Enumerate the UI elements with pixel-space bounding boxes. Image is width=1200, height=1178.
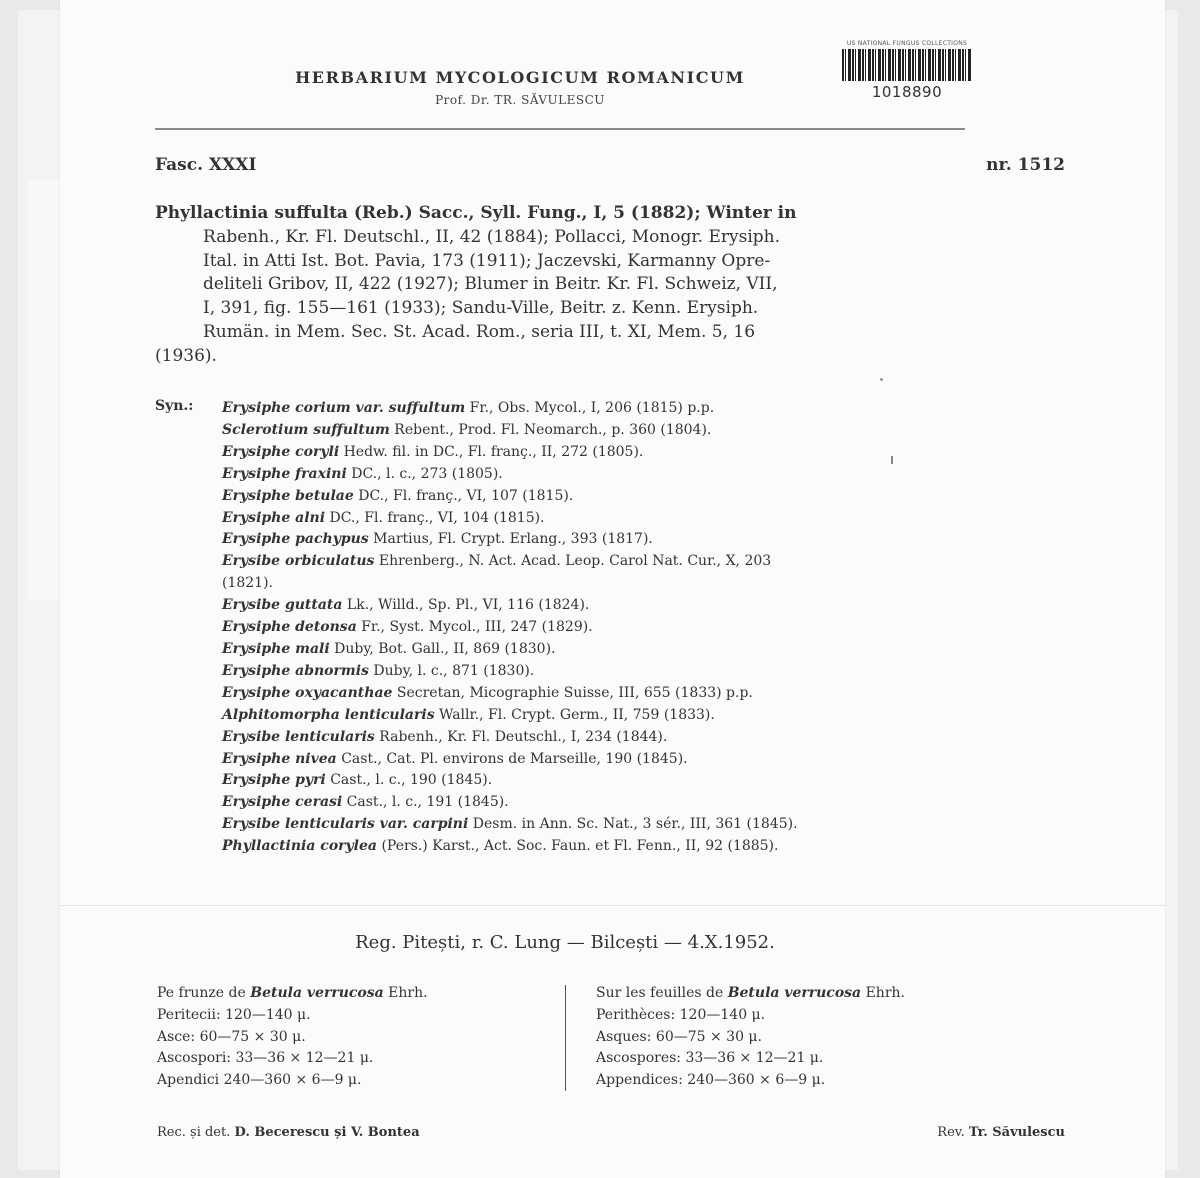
synonym-reference: Fr., Obs. Mycol., I, 206 (1815) p.p. xyxy=(469,400,715,416)
synonym-item xyxy=(222,792,992,814)
synonym-name: Erysibe lenticularis xyxy=(222,728,375,745)
header-subtitle: Prof. Dr. TR. SĂVULESCU xyxy=(435,93,605,107)
synonym-reference: Cast., l. c., 190 (1845). xyxy=(330,772,493,789)
synonym-item xyxy=(222,508,992,530)
synonym-item xyxy=(222,770,992,792)
synonym-item xyxy=(222,442,992,464)
host-line xyxy=(157,983,547,1005)
main-citation-line: Ital. in Atti Ist. Bot. Pavia, 173 (1911); Jaczevski, Karmanny Opre- xyxy=(203,250,771,271)
synonym-item xyxy=(222,661,992,683)
synonym-name: Phyllactinia corylea xyxy=(222,838,377,855)
synonym-name: Erysiphe pachypus xyxy=(222,531,369,548)
fascicle: Fasc. XXXI xyxy=(155,155,257,175)
synonym-name: Alphitomorpha lenticularis xyxy=(222,706,435,723)
synonym-reference: Ehrenberg., N. Act. Acad. Leop. Carol Nat. Cur., X, 203 xyxy=(378,553,772,570)
barcode-label xyxy=(812,40,1002,108)
synonym-name: Erysiphe coryli xyxy=(222,443,340,460)
synonym-item xyxy=(222,727,992,749)
synonym-item xyxy=(222,595,992,617)
synonym-name: Erysiphe nivea xyxy=(222,750,337,767)
synonym-name: Erysiphe detonsa xyxy=(222,619,357,636)
synonym-continuation: (1821). xyxy=(222,575,274,592)
synonym-list xyxy=(222,398,992,858)
host-name: Betula verrucosa xyxy=(727,985,862,1001)
main-citation-line: Rabenh., Kr. Fl. Deutschl., II, 42 (1884); Pollacci, Monogr. Erysiph. xyxy=(203,226,781,247)
synonym-item xyxy=(222,529,992,551)
synonym-item xyxy=(222,420,992,442)
barcode-icon xyxy=(842,49,972,81)
collector-prefix: Rec. și det. xyxy=(157,1125,231,1140)
synonym-reference: DC., Fl. franç., VI, 107 (1815). xyxy=(358,487,574,504)
reviewer-prefix: Rev. xyxy=(937,1125,965,1140)
main-citation-line: (1936). xyxy=(155,345,217,366)
synonym-name: Erysiphe cerasi xyxy=(222,794,343,811)
synonym-name: Erysibe orbiculatus xyxy=(222,553,375,570)
barcode-number: 1018890 xyxy=(871,83,943,101)
synonym-name: Erysiphe mali xyxy=(222,640,330,657)
column-divider xyxy=(565,985,566,1091)
host-line xyxy=(596,983,986,1005)
collector-names: D. Becerescu și V. Bontea xyxy=(234,1125,420,1140)
synonym-reference: Rabenh., Kr. Fl. Deutschl., I, 234 (1844). xyxy=(379,728,668,745)
synonym-reference: DC., Fl. franç., VI, 104 (1815). xyxy=(329,509,545,526)
host-name: Betula verrucosa xyxy=(250,985,384,1001)
measurement-line: Peritecii: 120—140 μ. xyxy=(157,1006,311,1023)
measurement-line: Perithèces: 120—140 μ. xyxy=(596,1006,766,1023)
measurement-line: Ascospores: 33—36 × 12—21 μ. xyxy=(596,1050,824,1067)
synonym-reference: Cast., l. c., 191 (1845). xyxy=(346,794,509,811)
paper-fold-line xyxy=(60,905,1165,906)
synonym-item xyxy=(222,705,992,727)
measurement-line: Ascospori: 33—36 × 12—21 μ. xyxy=(157,1050,374,1067)
synonym-item xyxy=(222,464,992,486)
header-title: HERBARIUM MYCOLOGICUM ROMANICUM xyxy=(295,68,745,87)
synonym-reference: Duby, Bot. Gall., II, 869 (1830). xyxy=(334,640,556,657)
french-description xyxy=(596,983,986,1092)
synonym-item xyxy=(222,639,992,661)
synonym-item xyxy=(222,617,992,639)
label-header xyxy=(160,68,880,107)
barcode-caption: US NATIONAL FUNGUS COLLECTIONS xyxy=(846,40,968,47)
reviewer-name: Tr. Săvulescu xyxy=(968,1125,1065,1140)
synonym-item xyxy=(222,551,992,573)
synonym-item xyxy=(222,814,992,836)
synonym-name: Erysibe lenticularis var. carpini xyxy=(222,816,469,833)
measurement-line: Appendices: 240—360 × 6—9 μ. xyxy=(596,1072,826,1089)
header-rule xyxy=(155,128,965,130)
synonym-reference: Desm. in Ann. Sc. Nat., 3 sér., III, 361 (1845). xyxy=(472,816,798,833)
synonym-reference: Fr., Syst. Mycol., III, 247 (1829). xyxy=(361,619,593,636)
collector-credit xyxy=(157,1125,420,1140)
synonym-name: Erysiphe corium var. suffultum xyxy=(222,400,466,416)
synonym-item xyxy=(222,683,992,705)
synonym-reference: Lk., Willd., Sp. Pl., VI, 116 (1824). xyxy=(346,597,590,614)
synonym-reference: Secretan, Micographie Suisse, III, 655 (1833) p.p. xyxy=(396,684,753,701)
synonym-name: Erysiphe abnormis xyxy=(222,662,369,679)
specimen-number: nr. 1512 xyxy=(986,155,1065,175)
synonym-reference: Wallr., Fl. Crypt. Germ., II, 759 (1833). xyxy=(439,706,715,723)
dust-speck xyxy=(880,378,883,381)
host-prefix: Pe frunze de xyxy=(157,985,246,1001)
synonym-reference: (Pers.) Karst., Act. Soc. Faun. et Fl. Fenn., II, 92 (1885). xyxy=(381,838,779,855)
synonym-name: Erysibe guttata xyxy=(222,597,343,614)
main-citation-line: I, 391, fig. 155—161 (1933); Sandu-Ville, Beitr. z. Kenn. Erysiph. xyxy=(203,298,759,319)
reviewer-credit xyxy=(937,1125,1065,1140)
synonym-name: Erysiphe oxyacanthae xyxy=(222,684,393,701)
synonym-name: Erysiphe fraxini xyxy=(222,465,347,482)
host-author: Ehrh. xyxy=(388,985,428,1001)
synonym-reference: Cast., Cat. Pl. environs de Marseille, 190 (1845). xyxy=(341,750,688,767)
main-citation-first-line: Phyllactinia suffulta (Reb.) Sacc., Syll. Fung., I, 5 (1882); Winter in xyxy=(155,203,797,223)
measurement-line: Asce: 60—75 × 30 μ. xyxy=(157,1028,306,1045)
synonym-item xyxy=(222,486,992,508)
measurement-line: Asques: 60—75 × 30 μ. xyxy=(596,1028,762,1045)
synonyms-label: Syn.: xyxy=(155,398,194,414)
host-prefix: Sur les feuilles de xyxy=(596,985,724,1001)
main-citation-line: Rumän. in Mem. Sec. St. Acad. Rom., seria III, t. XI, Mem. 5, 16 xyxy=(203,321,756,342)
synonym-item xyxy=(222,749,992,771)
synonym-name: Erysiphe betulae xyxy=(222,487,354,504)
synonym-name: Sclerotium suffultum xyxy=(222,421,390,438)
romanian-description xyxy=(157,983,547,1092)
locality: Reg. Pitești, r. C. Lung — Bilcești — 4.X.1952. xyxy=(355,932,775,953)
main-taxon-citation xyxy=(155,202,975,369)
dust-speck xyxy=(891,456,893,464)
synonym-reference: Duby, l. c., 871 (1830). xyxy=(373,662,535,679)
synonym-reference: Hedw. fil. in DC., Fl. franç., II, 272 (1805). xyxy=(343,443,644,460)
synonym-name: Erysiphe pyri xyxy=(222,772,326,789)
synonym-item xyxy=(222,398,992,420)
host-author: Ehrh. xyxy=(865,985,905,1001)
synonym-reference: Rebent., Prod. Fl. Neomarch., p. 360 (1804). xyxy=(394,421,712,438)
synonym-name: Erysiphe alni xyxy=(222,509,326,526)
measurement-line: Apendici 240—360 × 6—9 μ. xyxy=(157,1072,362,1089)
synonym-reference: Martius, Fl. Crypt. Erlang., 393 (1817). xyxy=(373,531,653,548)
main-citation-line: deliteli Gribov, II, 422 (1927); Blumer in Beitr. Kr. Fl. Schweiz, VII, xyxy=(203,274,778,295)
synonym-reference: DC., l. c., 273 (1805). xyxy=(351,465,503,482)
synonym-item xyxy=(222,836,992,858)
